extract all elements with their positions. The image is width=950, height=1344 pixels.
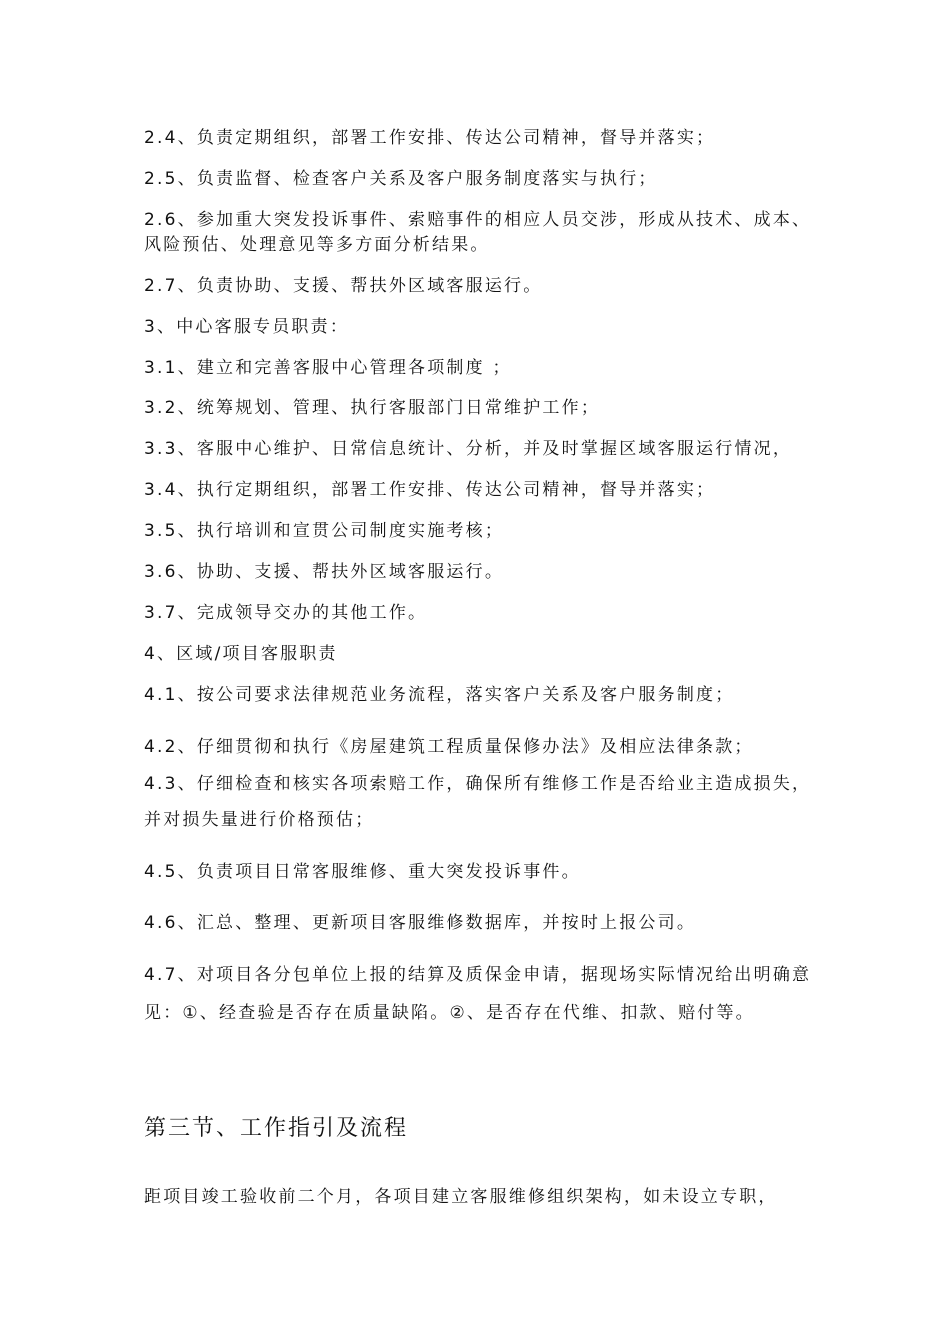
paragraph-2-6-line-1: 2.6、参加重大突发投诉事件、索赔事件的相应人员交涉，形成从技术、成本、 bbox=[144, 210, 812, 230]
paragraph-4-7-line-1: 4.7、对项目各分包单位上报的结算及质保金申请，据现场实际情况给出明确意 bbox=[144, 965, 812, 985]
paragraph-4-6: 4.6、汇总、整理、更新项目客服维修数据库，并按时上报公司。 bbox=[144, 913, 697, 933]
paragraph-3-1: 3.1、建立和完善客服中心管理各项制度 ； bbox=[144, 358, 512, 378]
paragraph-4-7-line-2: 见：①、经查验是否存在质量缺陷。②、是否存在代维、扣款、赔付等。 bbox=[144, 1003, 755, 1023]
paragraph-2-5: 2.5、负责监督、检查客户关系及客户服务制度落实与执行； bbox=[144, 169, 658, 189]
paragraph-2-7: 2.7、负责协助、支援、帮扶外区域客服运行。 bbox=[144, 276, 543, 296]
section-4-title: 4、区域/项目客服职责 bbox=[144, 644, 338, 664]
paragraph-3-4: 3.4、执行定期组织，部署工作安排、传达公司精神，督导并落实； bbox=[144, 480, 716, 500]
closing-paragraph: 距项目竣工验收前二个月，各项目建立客服维修组织架构，如未设立专职， bbox=[144, 1187, 778, 1207]
section-3-title: 3、中心客服专员职责： bbox=[144, 317, 350, 337]
paragraph-3-7: 3.7、完成领导交办的其他工作。 bbox=[144, 603, 428, 623]
paragraph-3-5: 3.5、执行培训和宣贯公司制度实施考核； bbox=[144, 521, 505, 541]
paragraph-4-5: 4.5、负责项目日常客服维修、重大突发投诉事件。 bbox=[144, 862, 581, 882]
paragraph-4-3-line-1: 4.3、仔细检查和核实各项索赔工作，确保所有维修工作是否给业主造成损失， bbox=[144, 774, 812, 794]
paragraph-2-6-line-2: 风险预估、处理意见等多方面分析结果。 bbox=[144, 235, 490, 255]
paragraph-4-2: 4.2、仔细贯彻和执行《房屋建筑工程质量保修办法》及相应法律条款； bbox=[144, 737, 754, 757]
paragraph-3-6: 3.6、协助、支援、帮扶外区域客服运行。 bbox=[144, 562, 505, 582]
paragraph-4-3-line-2: 并对损失量进行价格预估； bbox=[144, 810, 375, 830]
section-heading: 第三节、工作指引及流程 bbox=[144, 1116, 409, 1141]
paragraph-2-4: 2.4、负责定期组织，部署工作安排、传达公司精神，督导并落实； bbox=[144, 128, 716, 148]
paragraph-4-1: 4.1、按公司要求法律规范业务流程，落实客户关系及客户服务制度； bbox=[144, 685, 735, 705]
paragraph-3-2: 3.2、统筹规划、管理、执行客服部门日常维护工作； bbox=[144, 398, 601, 418]
paragraph-3-3: 3.3、客服中心维护、日常信息统计、分析，并及时掌握区域客服运行情况， bbox=[144, 439, 793, 459]
